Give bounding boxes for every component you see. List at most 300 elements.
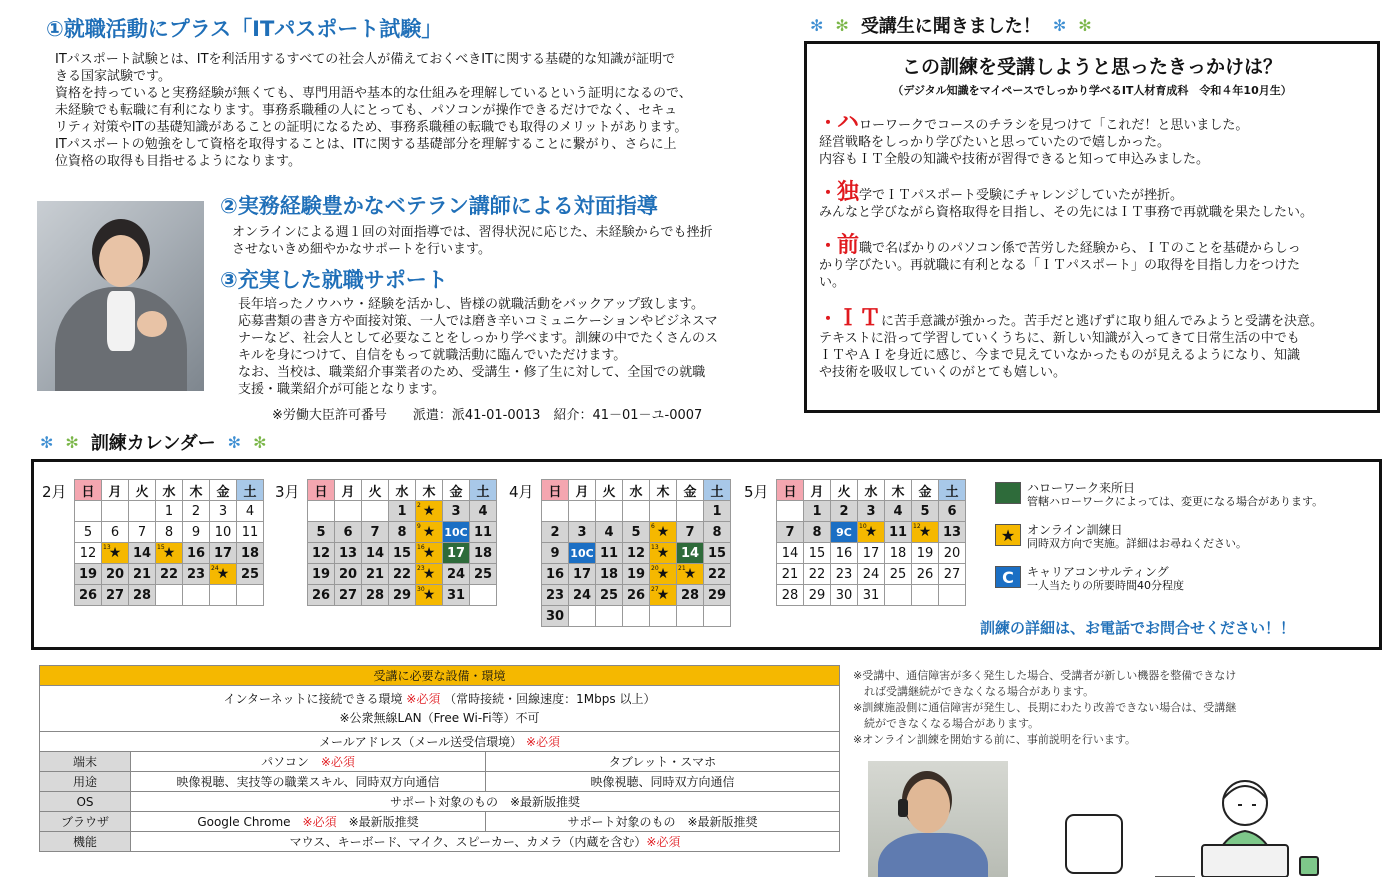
star-icon: ★: [162, 545, 176, 561]
legend-swatch: [995, 482, 1021, 504]
legend-text: [1027, 482, 1323, 508]
weekday-header: 土: [939, 480, 966, 501]
calendar-day: 5: [308, 522, 335, 543]
weekday-header: 水: [858, 480, 885, 501]
calendar-day: 22: [804, 564, 831, 585]
calendar-empty-cell: [362, 501, 389, 522]
weekday-header: 日: [542, 480, 569, 501]
calendar-day-hellowork: 14: [677, 543, 704, 564]
calendar-day: 5: [623, 522, 650, 543]
wifi-note: ※公衆無線LAN（Free Wi-Fi等）不可: [339, 710, 540, 725]
section2-body: [232, 224, 712, 258]
calendar-day: 14: [362, 543, 389, 564]
snowflake-icon: ✻: [1052, 15, 1067, 35]
day-number: 27: [651, 586, 659, 593]
weekday-header: 金: [210, 480, 237, 501]
calendar-day: 28: [777, 585, 804, 606]
voice-bullet: ・: [819, 309, 837, 330]
star-icon: ★: [864, 524, 878, 540]
calendar-day: 8: [389, 522, 416, 543]
calendar-day: 6: [102, 522, 129, 543]
star-icon: ★: [422, 566, 436, 582]
calendar-day: 30: [542, 606, 569, 627]
calendar-day: 9: [542, 543, 569, 564]
calendar-day: 22: [389, 564, 416, 585]
calendar-day: 18: [596, 564, 623, 585]
legend-text: [1027, 566, 1184, 592]
text-line: オンラインによる週１回の対面指導では、習得状況に応じた、未経験からでも挫折: [232, 225, 713, 240]
calendar-day: 6: [335, 522, 362, 543]
calendar-day: 12: [308, 543, 335, 564]
calendar-day-consulting: 10C: [443, 522, 470, 543]
weekday-header: 月: [804, 480, 831, 501]
calendar-day: 26: [75, 585, 102, 606]
calendar-day: 7: [777, 522, 804, 543]
calendar-day: 15: [804, 543, 831, 564]
calendar-empty-cell: [912, 585, 939, 606]
calendar-empty-cell: [650, 501, 677, 522]
legend-line: キャリアコンサルティング: [1027, 565, 1169, 579]
calendar-day-online: [650, 543, 677, 564]
calendar-day: 14: [777, 543, 804, 564]
text-line: れば受講継続ができなくなる場合があります。: [853, 685, 1095, 698]
text-line: ※受講中、通信障害が多く発生した場合、受講者が新しい機器を整備できなけ: [853, 669, 1237, 682]
weekday-header: 土: [470, 480, 497, 501]
star-icon: ★: [216, 566, 230, 582]
calendar-empty-cell: [183, 585, 210, 606]
required-mark: ※必須: [302, 815, 337, 829]
weekday-header: 金: [443, 480, 470, 501]
star-icon: ★: [656, 566, 670, 582]
browser-tablet: サポート対象のもの ※最新版推奨: [486, 812, 840, 832]
star-icon: ★: [422, 587, 436, 603]
weekday-header: 火: [831, 480, 858, 501]
calendar-empty-cell: [677, 501, 704, 522]
month-grid: [541, 479, 731, 627]
calendar-day-online: [677, 564, 704, 585]
legend-line: 同時双方向で実施。詳細はお尋ねください。: [1027, 537, 1247, 550]
calendar-empty-cell: [569, 501, 596, 522]
required-mark: ※必須: [320, 755, 355, 769]
calendar-day: 24: [443, 564, 470, 585]
pc-label: パソコン: [261, 755, 309, 769]
calendar-day: 5: [912, 501, 939, 522]
text-line: なお、当校は、職業紹介事業者のため、受講生・修了生に対して、全国での就職: [238, 365, 706, 380]
voice-text: ＩＴやＡＩを身近に感じ、今まで見えていなかったものが見えるようになり、知識: [819, 348, 1301, 363]
section3-body: [238, 296, 718, 398]
calendar-empty-cell: [777, 501, 804, 522]
snowflake-icon: ✻: [40, 432, 54, 452]
month-grid: [776, 479, 966, 606]
weekday-header: 火: [129, 480, 156, 501]
calendar-contact-note: 訓練の詳細は、お電話でお問合せください！！: [980, 619, 1296, 637]
weekday-header: 日: [308, 480, 335, 501]
section1-body: [55, 51, 692, 170]
calendar-day: 1: [389, 501, 416, 522]
star-icon: ★: [422, 503, 436, 519]
calendar-empty-cell: [335, 501, 362, 522]
calendar-day: 16: [183, 543, 210, 564]
voice-bullet: ・: [819, 236, 837, 257]
voice-entry: [819, 306, 1324, 381]
training-calendar: [31, 459, 1382, 650]
weekday-header: 日: [777, 480, 804, 501]
day-number: 15: [157, 544, 165, 551]
calendar-day: 26: [308, 585, 335, 606]
calendar-empty-cell: [156, 585, 183, 606]
calendar-day-online: [912, 522, 939, 543]
calendar-day: 29: [704, 585, 731, 606]
calendar-day: 20: [335, 564, 362, 585]
calendar-day: 8: [156, 522, 183, 543]
weekday-header: 火: [362, 480, 389, 501]
calendar-empty-cell: [623, 501, 650, 522]
calendar-day: 2: [831, 501, 858, 522]
calendar-day: 25: [885, 564, 912, 585]
row-label-device: 端末: [40, 752, 131, 772]
snowflake-icon: ✻: [810, 15, 824, 35]
snowflake-icon: ✻: [65, 432, 79, 452]
calendar-day: 29: [389, 585, 416, 606]
day-number: 24: [211, 565, 219, 572]
star-icon: ★: [656, 545, 670, 561]
internet-detail: （常時接続・回線速度：1Mbps 以上）: [444, 691, 656, 706]
internet-requirement: [40, 686, 840, 732]
calendar-day: 11: [237, 522, 264, 543]
calendar-day: 4: [470, 501, 497, 522]
calendar-heading: 訓練カレンダー: [90, 433, 216, 454]
calendar-day-online: [416, 522, 443, 543]
calendar-day: 25: [596, 585, 623, 606]
month-label: 4月: [509, 483, 534, 501]
star-icon: ★: [108, 545, 122, 561]
calendar-day-online: [858, 522, 885, 543]
calendar-day: 9: [183, 522, 210, 543]
star-icon: ★: [995, 524, 1021, 546]
calendar-day: 3: [858, 501, 885, 522]
star-icon: ★: [656, 587, 670, 603]
required-mark: ※必須: [646, 835, 681, 849]
month-label: 2月: [42, 483, 67, 501]
text-line: 位資格の取得も目指せるようになります。: [55, 154, 301, 169]
day-number: 16: [417, 544, 425, 551]
calendar-day-online: [416, 501, 443, 522]
weekday-header: 水: [156, 480, 183, 501]
license-number: ※労働大臣許可番号 派遣：派41-01-0013 紹介：41－01－ユ-0007: [272, 408, 703, 423]
calendar-day: 25: [237, 564, 264, 585]
calendar-day-online: [650, 564, 677, 585]
day-number: 10: [859, 523, 867, 530]
voice-text: い。: [819, 275, 846, 290]
interview-box: [804, 41, 1380, 413]
calendar-empty-cell: [677, 606, 704, 627]
calendar-day-online: [650, 522, 677, 543]
calendar-day: 28: [362, 585, 389, 606]
weekday-header: 水: [389, 480, 416, 501]
calendar-day: 11: [596, 543, 623, 564]
online-learning-illustration: [1060, 775, 1360, 877]
calendar-empty-cell: [102, 501, 129, 522]
calendar-day: 20: [102, 564, 129, 585]
month-grid: [74, 479, 264, 606]
interview-question: この訓練を受講しようと思ったきっかけは？: [901, 56, 1282, 78]
snowflake-icon: ✻: [253, 432, 267, 452]
voice-first-line: [819, 110, 1249, 135]
voice-text: かり学びたい。再就職に有利となる「ＩＴパスポート」の取得を目指し力をつけた: [819, 258, 1301, 273]
calendar-empty-cell: [596, 501, 623, 522]
calendar-day: 11: [470, 522, 497, 543]
calendar-day: 8: [704, 522, 731, 543]
weekday-header: 日: [75, 480, 102, 501]
voice-initial: ハ: [837, 110, 860, 135]
text-line: キルを身につけて、自信をもって就職活動に臨んでいただけます。: [238, 348, 627, 363]
calendar-day-online: [102, 543, 129, 564]
calendar-day-hellowork: 17: [443, 543, 470, 564]
calendar-day: 27: [939, 564, 966, 585]
voice-first-line: [819, 180, 1313, 205]
calendar-day: 21: [129, 564, 156, 585]
usage-tablet: 映像視聴、同時双方向通信: [486, 772, 840, 792]
voice-bullet: ・: [819, 113, 837, 134]
calendar-day-online: [210, 564, 237, 585]
legend-line: 管轄ハローワークによっては、変更になる場合があります。: [1027, 495, 1324, 508]
calendar-empty-cell: [75, 501, 102, 522]
weekday-header: 金: [677, 480, 704, 501]
calendar-day: 12: [75, 543, 102, 564]
calendar-day: 3: [443, 501, 470, 522]
month-grid: [307, 479, 497, 606]
calendar-day: 25: [470, 564, 497, 585]
text-line: 続ができなくなる場合があります。: [853, 717, 1040, 730]
calendar-day: 23: [542, 585, 569, 606]
weekday-header: 木: [416, 480, 443, 501]
legend-text: [1027, 524, 1247, 550]
calendar-day: 31: [443, 585, 470, 606]
calendar-day: 15: [704, 543, 731, 564]
voice-text: テキストに沿って学習していくうちに、新しい知識が入ってきて日常生活の中でも: [819, 331, 1300, 346]
row-label-os: OS: [40, 792, 131, 812]
weekday-header: 火: [596, 480, 623, 501]
voice-text: ローワークでコースのチラシを見つけて「これだ！と思いました。: [859, 118, 1249, 133]
calendar-day: 24: [858, 564, 885, 585]
calendar-day: 17: [858, 543, 885, 564]
voice-text: や技術を吸収していくのがとても嬉しい。: [819, 365, 1067, 380]
calendar-day: 31: [858, 585, 885, 606]
voice-entry: [819, 180, 1314, 221]
calendar-day: 10: [210, 522, 237, 543]
calendar-day-online: [416, 543, 443, 564]
calendar-day-consulting: 9C: [831, 522, 858, 543]
text-line: ITパスポートの勉強をして資格を取得することは、ITに関する基礎部分を理解することに繋がり、さらに上: [55, 137, 677, 152]
voice-text: 職で名ばかりのパソコン係で苦労した経験から、ＩＴのことを基礎からしっ: [859, 241, 1301, 256]
os-requirement: サポート対象のもの ※最新版推奨: [131, 792, 840, 812]
calendar-empty-cell: [470, 585, 497, 606]
text-line: ※訓練施設側に通信障害が発生し、長期にわたり改善できない場合は、受講継: [853, 701, 1237, 714]
calendar-empty-cell: [939, 585, 966, 606]
calendar-day: 21: [777, 564, 804, 585]
calendar-day-online: [416, 564, 443, 585]
calendar-day: 15: [389, 543, 416, 564]
browser-note: ※最新版推奨: [348, 815, 419, 829]
student-photo: [868, 761, 1008, 877]
environment-table: [39, 665, 840, 852]
calendar-empty-cell: [569, 606, 596, 627]
voice-initial: ＩＴ: [837, 306, 882, 331]
text-line: きる国家試験です。: [55, 69, 171, 84]
calendar-day: 7: [362, 522, 389, 543]
calendar-empty-cell: [623, 606, 650, 627]
calendar-day: 1: [704, 501, 731, 522]
calendar-day: 14: [129, 543, 156, 564]
calendar-empty-cell: [704, 606, 731, 627]
month-label: 3月: [275, 483, 300, 501]
calendar-day: 19: [75, 564, 102, 585]
voice-text: に苦手意識が強かった。苦手だと逃げずに取り組んでみようと受講を決意。: [881, 314, 1324, 329]
voice-text: 経営戦略をしっかり学びたいと思っていたので嬉しかった。: [819, 135, 1171, 150]
section2-title: ②実務経験豊かなベテラン講師による対面指導: [220, 194, 658, 218]
day-number: 23: [417, 565, 425, 572]
voice-initial: 独: [837, 180, 860, 205]
calendar-day: 13: [335, 543, 362, 564]
email-text: メールアドレス（メール送受信環境）: [318, 735, 523, 749]
calendar-day: 1: [156, 501, 183, 522]
calendar-day: 26: [623, 585, 650, 606]
calendar-day-consulting: 10C: [569, 543, 596, 564]
legend-swatch: C: [995, 566, 1021, 588]
legend-item-online: [995, 524, 1247, 550]
calendar-day: 28: [129, 585, 156, 606]
text-line: ナーなど、社会人として必要なことをしっかり学べます。訓練の中でたくさんのス: [238, 331, 718, 346]
calendar-day: 17: [210, 543, 237, 564]
star-icon: ★: [422, 545, 436, 561]
calendar-day: 26: [912, 564, 939, 585]
environment-title: 受講に必要な設備・環境: [40, 666, 840, 686]
day-number: 12: [913, 523, 921, 530]
calendar-day-online: [650, 585, 677, 606]
calendar-empty-cell: [210, 585, 237, 606]
calendar-day: 3: [210, 501, 237, 522]
star-icon: ★: [918, 524, 932, 540]
day-number: 20: [651, 565, 659, 572]
text-line: 未経験でも転職に有利になります。事務系職種の人にとっても、パソコンが操作できるだけでなく、セキュ: [55, 103, 678, 118]
day-number: 13: [651, 544, 659, 551]
calendar-day: 12: [623, 543, 650, 564]
calendar-day: 6: [939, 501, 966, 522]
weekday-header: 金: [912, 480, 939, 501]
calendar-day: 22: [156, 564, 183, 585]
weekday-header: 土: [237, 480, 264, 501]
required-mark: ※必須: [406, 691, 441, 706]
legend-line: ハローワーク来所日: [1027, 481, 1136, 495]
weekday-header: 土: [704, 480, 731, 501]
calendar-empty-cell: [885, 585, 912, 606]
voice-entry: [819, 233, 1301, 291]
weekday-header: 木: [885, 480, 912, 501]
section3-title: ③充実した就職サポート: [220, 268, 448, 292]
weekday-header: 木: [183, 480, 210, 501]
voice-bullet: ・: [819, 183, 837, 204]
usage-pc: 映像視聴、実技等の職業スキル、同時双方向通信: [131, 772, 486, 792]
calendar-day: 5: [75, 522, 102, 543]
text-line: 支援・職業紹介が可能となります。: [238, 382, 445, 397]
voice-initial: 前: [837, 233, 860, 258]
weekday-header: 水: [623, 480, 650, 501]
day-number: 2: [417, 502, 421, 509]
text-line: リティ対策やITの基礎知識があることの証明になるため、事務系職種の転職でも取得のメリットがあります。: [55, 120, 688, 135]
star-icon: ★: [656, 524, 670, 540]
interview-course: （デジタル知識をマイペースでしっかり学べるIT人材育成科 令和４年10月生）: [892, 84, 1292, 97]
calendar-empty-cell: [650, 606, 677, 627]
side-notes: [853, 668, 1236, 748]
calendar-day: 4: [596, 522, 623, 543]
snowflake-icon: ✻: [1078, 15, 1092, 35]
text-line: させないきめ細やかなサポートを行います。: [232, 242, 491, 257]
device-tablet: タブレット・スマホ: [486, 752, 840, 772]
email-requirement: [40, 732, 840, 752]
star-icon: ★: [683, 566, 697, 582]
calendar-day: 18: [885, 543, 912, 564]
calendar-day: 3: [569, 522, 596, 543]
calendar-day: 18: [470, 543, 497, 564]
row-label-usage: 用途: [40, 772, 131, 792]
calendar-empty-cell: [542, 501, 569, 522]
day-number: 13: [103, 544, 111, 551]
star-icon: ★: [422, 524, 436, 540]
voice-text: 内容もＩＴ全般の知識や技術が習得できると知って申込みました。: [819, 152, 1210, 167]
month-label: 5月: [744, 483, 769, 501]
calendar-day: 17: [569, 564, 596, 585]
required-mark: ※必須: [525, 735, 561, 749]
calendar-empty-cell: [129, 501, 156, 522]
legend-item-cc: [995, 566, 1184, 592]
day-number: 9: [417, 523, 421, 530]
calendar-day: 22: [704, 564, 731, 585]
calendar-day: 24: [569, 585, 596, 606]
function-text: マウス、キーボード、マイク、スピーカー、カメラ（内蔵を含む）: [289, 835, 647, 849]
voice-first-line: [819, 233, 1301, 258]
calendar-empty-cell: [237, 585, 264, 606]
calendar-day: 21: [362, 564, 389, 585]
weekday-header: 木: [650, 480, 677, 501]
internet-text: インターネットに接続できる環境: [223, 691, 403, 706]
legend-item-hw: [995, 482, 1323, 508]
text-line: 資格を持っていると実務経験が無くても、専門用語や基本的な仕組みを理解しているという証明になるので、: [55, 86, 692, 101]
calendar-day: 8: [804, 522, 831, 543]
browser-name: Google Chrome: [197, 815, 291, 829]
calendar-day: 4: [237, 501, 264, 522]
row-label-function: 機能: [40, 832, 131, 852]
calendar-day-online: [416, 585, 443, 606]
text-line: ITパスポート試験とは、ITを利活用するすべての社会人が備えておくべきITに関する基礎的な知識が証明で: [55, 52, 676, 67]
calendar-day: 28: [677, 585, 704, 606]
legend-line: 一人当たりの所要時間40分程度: [1027, 579, 1184, 592]
calendar-day: 23: [831, 564, 858, 585]
text-line: ※オンライン訓練を開始する前に、事前説明を行います。: [853, 733, 1137, 746]
calendar-day: 23: [183, 564, 210, 585]
voice-text: 学でＩＴパスポート受験にチャレンジしていたが挫折。: [859, 188, 1183, 203]
calendar-day: 11: [885, 522, 912, 543]
calendar-day: 20: [939, 543, 966, 564]
day-number: 6: [651, 523, 655, 530]
device-pc: [131, 752, 486, 772]
instructor-photo: [37, 201, 204, 391]
weekday-header: 月: [569, 480, 596, 501]
calendar-day: 19: [623, 564, 650, 585]
function-requirement: [131, 832, 840, 852]
calendar-day: 7: [129, 522, 156, 543]
calendar-empty-cell: [596, 606, 623, 627]
browser-pc: [131, 812, 486, 832]
